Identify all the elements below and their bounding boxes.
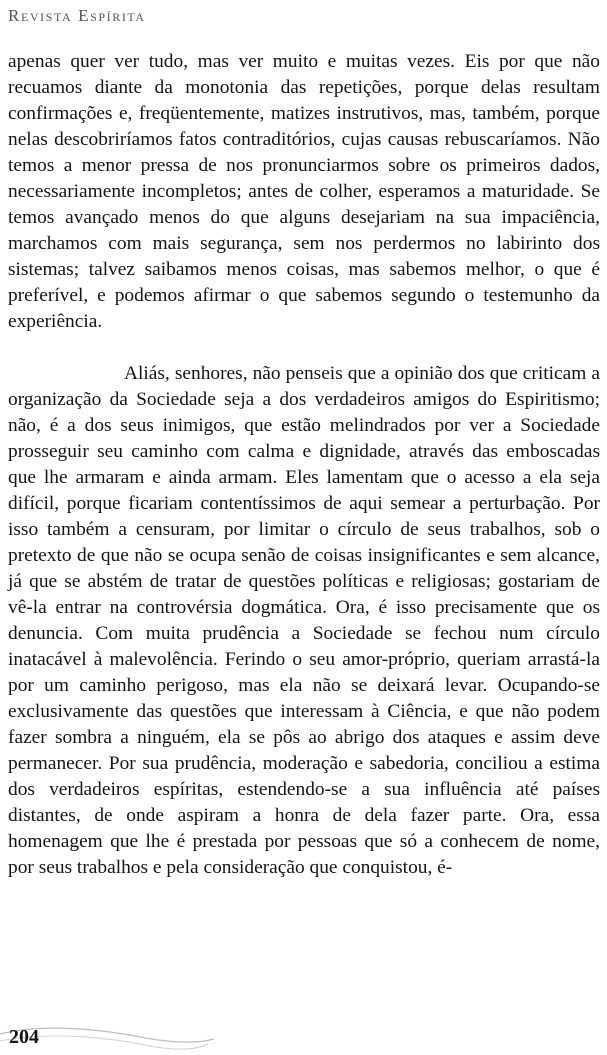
page-number: 204 bbox=[9, 1026, 39, 1048]
paragraph: apenas quer ver tudo, mas ver muito e muitas vezes. Eis por que não recuamos diante da monotonia das repetições, porque delas resultam confirmações e, freqüentemente, matizes instrutivos, mas, também, porque nelas descobriríamos fatos contraditórios, cujas causas rebuscaríamos. Não temos a menor pressa de nos pronunciarmos sobre os primeiros dados, necessariamente incompletos; antes de colher, esperamos a maturidade. Se temos avançado menos do que alguns desejariam na sua impaciência, marchamos com mais segurança, sem nos perdermos no labirinto dos sistemas; talvez saibamos menos coisas, mas sabemos melhor, o que é preferível, e podemos afirmar o que sabemos segundo o testemunho da experiência. bbox=[8, 51, 600, 332]
paragraph: Aliás, senhores, não penseis que a opinião dos que criticam a organização da Sociedade seja a dos verdadeiros amigos do Espiritismo; não, é a dos seus inimigos, que estão melindrados por ver a Sociedade prosseguir seu caminho com calma e dignidade, através das emboscadas que lhe armaram e ainda armam. Eles lamentam que o acesso a ela seja difícil, porque ficariam contentíssimos de aqui semear a perturbação. Por isso também a censuram, por limitar o círculo de seus trabalhos, sob o pretexto de que não se ocupa senão de coisas insignificantes e sem alcance, já que se abstém de tratar de questões políticas e religiosas; gostariam de vê-la entrar na controvérsia dogmática. Ora, é isso precisamente que os denuncia. Com muita prudência a Sociedade se fechou num círculo inatacável à malevolência. Ferindo o seu amor-próprio, queriam arrastá-la por um caminho perigoso, mas ela não se deixará levar. Ocupando-se exclusivamente das questões que interessam à Ciência, e que não podem fazer sombra a ninguém, ela se pôs ao abrigo dos ataques e assim deve permanecer. Por sua prudência, moderação e sabedoria, conciliou a estima dos verdadeiros espíritas, estendendo-se a sua influência até países distantes, de onde aspiram a honra de dela fazer parte. Ora, essa homenagem que lhe é prestada por pessoas que só a conhecem de nome, por seus trabalhos e pela consideração que conquistou, é- bbox=[8, 363, 600, 878]
decorative-swoosh bbox=[0, 1008, 260, 1055]
running-header: Revista Espírita bbox=[8, 6, 146, 25]
page-body bbox=[8, 49, 600, 881]
